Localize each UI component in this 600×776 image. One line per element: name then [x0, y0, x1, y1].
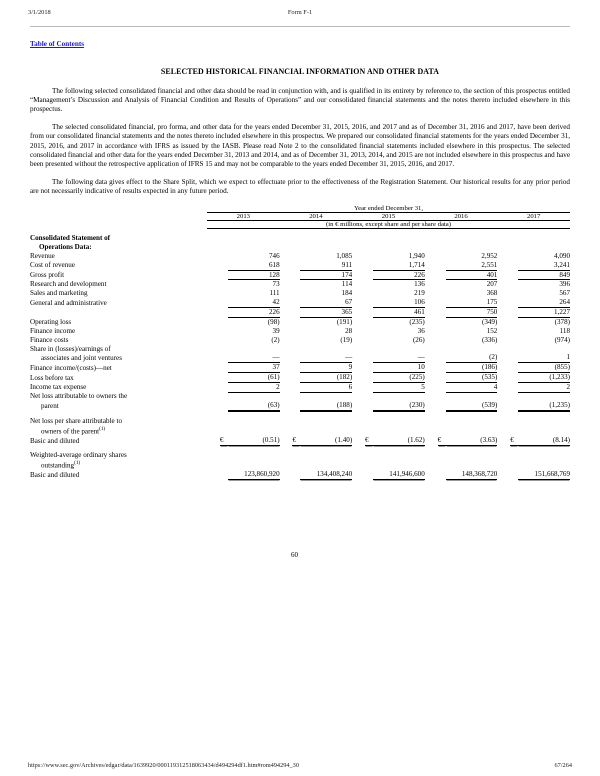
- cell-operating-loss-2015: (235): [409, 317, 425, 326]
- table-units-note: (in € millions, except share and per share data): [207, 221, 570, 229]
- table-row: [30, 426, 570, 436]
- cell-share-assoc-2016: (2): [446, 353, 498, 362]
- table-group-header-row: [30, 205, 570, 213]
- table-row: [30, 373, 570, 383]
- cell-finance-net-2013: 37: [228, 363, 280, 373]
- cell-opex-2013: 226: [228, 308, 280, 318]
- row-label-operating-loss: Operating loss: [30, 317, 72, 326]
- currency-symbol-2014: €: [292, 436, 300, 445]
- cell-finance-net-2014: 9: [300, 363, 352, 373]
- cell-income-tax-2013: 2: [228, 382, 280, 392]
- cell-gna-2015: 106: [373, 298, 425, 307]
- cell-finance-net-2017: (855): [518, 363, 570, 373]
- cell-opex-2015: 461: [373, 308, 425, 318]
- footer-page-count: 67/264: [554, 762, 572, 769]
- row-label-net-loss-attributable-line-1: Net loss attributable to owners the: [30, 392, 128, 401]
- cell-net-loss-2016: (539): [446, 401, 498, 411]
- column-header-2016: 2016: [425, 213, 498, 221]
- cell-loss-before-tax-2014: (182): [300, 373, 352, 383]
- cell-gna-2013: 42: [228, 298, 280, 307]
- table-units-row: [30, 221, 570, 229]
- cell-shares-2017: 151,668,769: [518, 470, 570, 479]
- cell-share-assoc-2014: —: [300, 353, 352, 362]
- document-body: [30, 40, 570, 480]
- row-label-finance-income-costs-net: Finance income/(costs)—net: [30, 363, 112, 372]
- paragraph-3: The following data gives effect to the Share Split, which we expect to effectuate prior to the effectiveness of the Registration Statement. Our historical results for any prior period are not necessarily indicative of results expected in any future period.: [30, 177, 570, 195]
- cell-finance-income-2015: 36: [417, 326, 425, 335]
- currency-symbol-2013: €: [220, 436, 228, 445]
- cell-sales-2017: 567: [559, 289, 570, 298]
- cell-eps-2014: (1.40): [300, 436, 352, 445]
- page-number: 60: [291, 551, 298, 559]
- cell-gna-2016: 175: [446, 298, 498, 307]
- row-label-net-loss-attributable-line-2: parent: [41, 402, 59, 411]
- cell-operating-loss-2016: (349): [481, 317, 498, 326]
- table-row: [30, 252, 570, 261]
- cell-opex-2016: 750: [446, 308, 498, 318]
- currency-symbol-2015: €: [365, 436, 373, 445]
- cell-finance-costs-2013: (2): [271, 335, 280, 344]
- cell-income-tax-2017: 2: [518, 382, 570, 392]
- cell-gross-profit-2013: 128: [228, 270, 280, 280]
- row-label-finance-costs: Finance costs: [30, 335, 69, 344]
- cell-net-loss-2013: (63): [228, 401, 280, 411]
- table-row: [30, 327, 570, 336]
- cell-finance-net-2015: 10: [373, 363, 425, 373]
- cell-sales-2013: 111: [269, 289, 280, 298]
- row-label-weighted-average-line-2: [30, 460, 207, 470]
- column-header-2015: 2015: [352, 213, 425, 221]
- cell-operating-loss-2017: (378): [554, 317, 570, 326]
- cell-finance-costs-2016: (336): [481, 335, 498, 344]
- cell-sales-2014: 184: [341, 289, 353, 298]
- table-row: [30, 382, 570, 392]
- row-label-general-and-administrative: General and administrative: [30, 298, 107, 307]
- table-row: [30, 289, 570, 298]
- table-row: [30, 280, 570, 289]
- cell-cost-of-revenue-2013: 618: [228, 261, 280, 270]
- cell-eps-2017: (8.14): [518, 436, 570, 445]
- table-section-title-row-2: [30, 243, 570, 252]
- cell-cost-of-revenue-2016: 2,551: [446, 261, 498, 270]
- row-label-gross-profit: Gross profit: [30, 271, 65, 280]
- row-label-income-tax-expense: Income tax expense: [30, 383, 87, 392]
- cell-shares-2016: 148,368,720: [446, 470, 498, 479]
- row-label-total-operating-expenses: [30, 308, 207, 318]
- row-label-net-loss-per-share-line-2: [30, 426, 207, 436]
- footnote-marker: (1): [99, 425, 106, 432]
- table-row: [30, 451, 570, 460]
- cell-rnd-2014: 114: [341, 280, 353, 289]
- cell-cost-of-revenue-2017: 3,241: [518, 261, 570, 270]
- section-title-line-2: Operations Data:: [39, 243, 92, 252]
- table-row: [30, 308, 570, 318]
- cell-income-tax-2014: 6: [300, 382, 352, 392]
- cell-income-tax-2015: 5: [373, 382, 425, 392]
- section-title-line-1: Consolidated Statement of: [30, 234, 110, 243]
- cell-gross-profit-2014: 174: [300, 270, 352, 280]
- cell-cost-of-revenue-2015: 1,714: [373, 261, 425, 270]
- row-label-share-in-losses-line-2: associates and joint ventures: [41, 353, 122, 362]
- header-divider: [30, 26, 570, 27]
- cell-share-assoc-2013: —: [228, 353, 280, 362]
- table-section-title-row-1: [30, 234, 570, 243]
- row-label-share-in-losses-line-1: Share in (losses)/earnings of: [30, 344, 111, 353]
- cell-loss-before-tax-2017: (1,233): [518, 373, 570, 383]
- footer-url: https://www.sec.gov/Archives/edgar/data/1639920/000119312518063434/d494294df1.htm#rom494294_30: [28, 762, 299, 769]
- column-header-2013: 2013: [207, 213, 280, 221]
- table-row: [30, 353, 570, 362]
- cell-finance-income-2017: 118: [559, 326, 570, 335]
- cell-revenue-2016: 2,952: [481, 251, 498, 260]
- cell-share-assoc-2017: 1: [518, 353, 570, 362]
- table-row: [30, 317, 570, 326]
- row-label-cost-of-revenue: Cost of revenue: [30, 261, 75, 270]
- cell-rnd-2017: 396: [559, 280, 570, 289]
- cell-revenue-2017: 4,090: [554, 251, 570, 260]
- cell-operating-loss-2014: (191): [336, 317, 353, 326]
- print-footer: [28, 762, 572, 769]
- row-label-revenue: Revenue: [30, 251, 55, 260]
- cell-share-assoc-2015: —: [373, 353, 425, 362]
- table-row: [30, 401, 570, 411]
- cell-shares-2015: 141,946,600: [373, 470, 425, 479]
- cell-gross-profit-2016: 401: [446, 270, 498, 280]
- row-label-research-and-development: Research and development: [30, 280, 107, 289]
- row-label-text: owners of the parent: [41, 427, 100, 436]
- cell-gross-profit-2017: 849: [518, 270, 570, 280]
- cell-operating-loss-2013: (98): [267, 317, 280, 326]
- table-row: [30, 392, 570, 401]
- cell-loss-before-tax-2015: (225): [373, 373, 425, 383]
- table-row: [30, 270, 570, 280]
- row-label-sales-and-marketing: Sales and marketing: [30, 289, 88, 298]
- row-label-basic-and-diluted-per-share: Basic and diluted: [30, 436, 80, 445]
- cell-gross-profit-2015: 226: [373, 270, 425, 280]
- cell-shares-2013: 123,860,920: [228, 470, 280, 479]
- print-header: [28, 9, 572, 16]
- cell-eps-2013: (0.51): [228, 436, 280, 445]
- cell-sales-2015: 219: [414, 289, 425, 298]
- currency-symbol-2016: €: [438, 436, 446, 445]
- cell-finance-costs-2017: (974): [554, 335, 570, 344]
- cell-rnd-2016: 207: [486, 280, 498, 289]
- print-header-title: Form F-1: [287, 9, 313, 16]
- table-row: [30, 261, 570, 270]
- table-row: [30, 417, 570, 426]
- table-year-header-row: [30, 213, 570, 221]
- cell-finance-income-2013: 39: [272, 326, 280, 335]
- cell-opex-2017: 1,227: [518, 308, 570, 318]
- cell-rnd-2013: 73: [272, 280, 280, 289]
- cell-shares-2014: 134,408,240: [300, 470, 352, 479]
- cell-rnd-2015: 136: [414, 280, 425, 289]
- table-row: [30, 436, 570, 445]
- cell-net-loss-2017: (1,235): [518, 401, 570, 411]
- page-title: SELECTED HISTORICAL FINANCIAL INFORMATION AND OTHER DATA: [160, 67, 440, 76]
- footnote-marker: (1): [74, 459, 81, 466]
- print-header-date: 3/1/2018: [28, 9, 51, 16]
- table-row: [30, 470, 570, 479]
- cell-finance-costs-2015: (26): [412, 335, 425, 344]
- cell-opex-2014: 365: [300, 308, 352, 318]
- cell-income-tax-2016: 4: [446, 382, 498, 392]
- cell-gna-2017: 264: [518, 298, 570, 307]
- row-label-basic-and-diluted-shares: Basic and diluted: [30, 470, 80, 479]
- cell-finance-costs-2014: (19): [340, 335, 353, 344]
- cell-net-loss-2015: (230): [373, 401, 425, 411]
- cell-revenue-2015: 1,940: [408, 251, 425, 260]
- cell-gna-2014: 67: [300, 298, 352, 307]
- row-label-loss-before-tax: Loss before tax: [30, 373, 74, 382]
- table-row: [30, 363, 570, 373]
- table-span-header: Year ended December 31,: [207, 205, 570, 213]
- cell-loss-before-tax-2016: (535): [446, 373, 498, 383]
- table-row: [30, 298, 570, 307]
- cell-eps-2015: (1.62): [373, 436, 425, 445]
- cell-loss-before-tax-2013: (61): [228, 373, 280, 383]
- paragraph-1: The following selected consolidated financial and other data should be read in conjunction with, and is qualified in its entirety by reference to, the section of this prospectus entitled “Management’s Discussion and Analysis of Financial Condition and Results of Operations” and our consolidated financial statements and the notes thereto included elsewhere in this prospectus.: [30, 87, 570, 114]
- row-label-text: outstanding: [41, 461, 75, 470]
- row-label-finance-income: Finance income: [30, 326, 76, 335]
- cell-finance-net-2016: (186): [446, 363, 498, 373]
- cell-revenue-2013: 746: [268, 251, 280, 260]
- column-header-2017: 2017: [497, 213, 570, 221]
- table-row: [30, 345, 570, 354]
- paragraph-2: The selected consolidated financial, pro forma, and other data for the years ended December 31, 2015, 2016, and 2017 and as of December 31, 2016 and 2017, have been derived from our consolidated financial statements and the notes thereto included elsewhere in this prospectus. We prepared our consolidated financial statements for the years ended December 31, 2015, 2016, and 2017 in accordance with IFRS as issued by the IASB. Please read Note 2 to the consolidated financial statements included elsewhere in this prospectus. The selected consolidated financial and other data for the years ended December 31, 2013 and 2014, and as of December 31, 2013, 2014, and 2015 are not included elsewhere in this prospectus and have been presented without the retrospective application of IFRS 15 and may not be comparable to the years ended December 31, 2015, 2016, and 2017.: [30, 123, 570, 169]
- cell-finance-income-2014: 28: [345, 326, 353, 335]
- cell-revenue-2014: 1,085: [336, 251, 353, 260]
- table-row: [30, 336, 570, 345]
- cell-eps-2016: (3.63): [446, 436, 498, 445]
- column-header-2014: 2014: [280, 213, 353, 221]
- table-of-contents-link[interactable]: Table of Contents: [30, 40, 85, 48]
- row-label-weighted-average-line-1: Weighted-average ordinary shares: [30, 450, 127, 459]
- cell-sales-2016: 368: [486, 289, 498, 298]
- cell-finance-income-2016: 152: [486, 326, 498, 335]
- row-label-net-loss-per-share-line-1: Net loss per share attributable to: [30, 417, 122, 426]
- cell-cost-of-revenue-2014: 911: [300, 261, 352, 270]
- currency-symbol-2017: €: [510, 436, 518, 445]
- financial-data-table: [30, 205, 570, 480]
- cell-net-loss-2014: (188): [300, 401, 352, 411]
- table-row: [30, 460, 570, 470]
